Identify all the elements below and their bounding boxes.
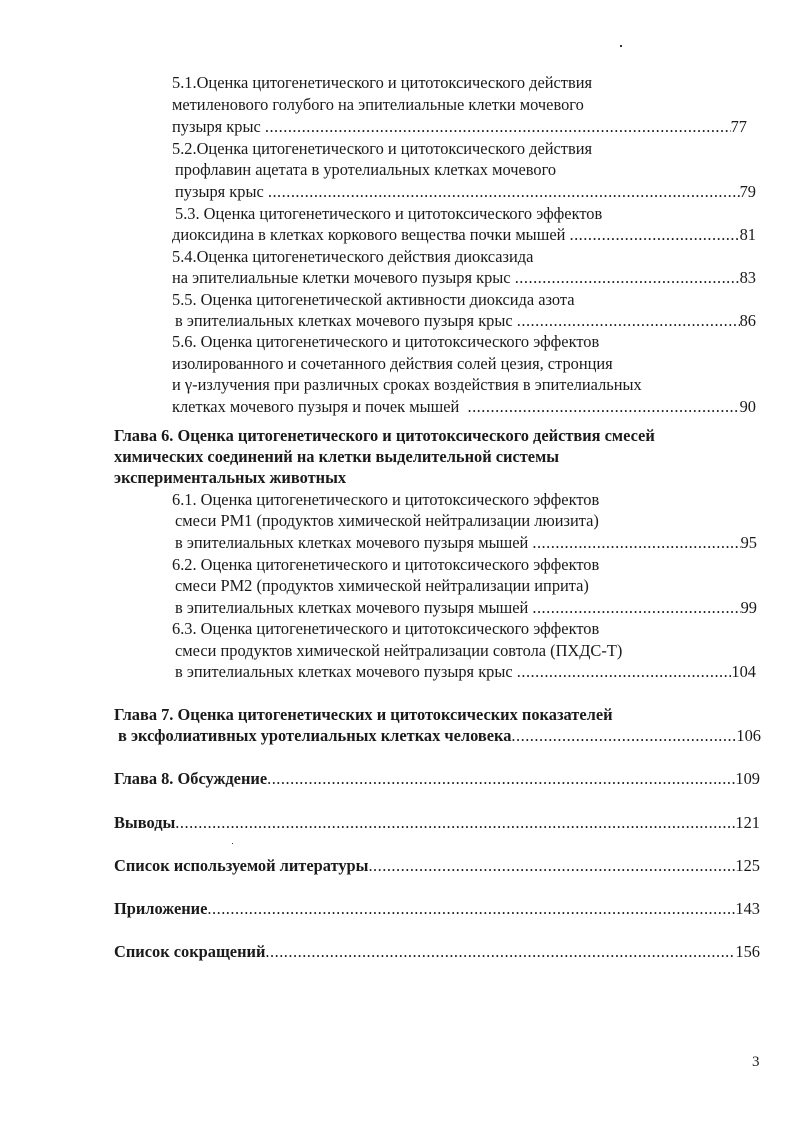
toc-chapter-7-entry [118,725,761,746]
leader-dots [517,661,732,682]
toc-6-1-line2: смеси РМ1 (продуктов химической нейтрализации люизита) [175,511,599,530]
toc-5-6-line2: изолированного и сочетанного действия солей цезия, стронция [172,354,613,373]
toc-5-3-line2: диоксидина в клетках коркового вещества почки мышей [172,225,570,244]
toc-abbreviations-entry [114,941,760,962]
leader-dots [569,224,739,245]
scan-speck [620,45,622,47]
toc-5-6-line3: и γ-излучения при различных сроках воздействия в эпителиальных [172,375,642,394]
toc-5-1-entry [172,116,747,137]
toc-abbreviations-page: 156 [735,942,760,961]
toc-6-2-line3: в эпителиальных клетках мочевого пузыря мышей [175,598,533,617]
leader-dots [207,898,735,919]
leader-dots [532,532,740,553]
toc-6-2-entry [175,597,757,618]
toc-6-1-page: 95 [740,533,757,552]
toc-5-3-page: 81 [739,225,756,244]
toc-conclusions-title: Выводы [114,813,176,832]
toc-5-2-line2: профлавин ацетата в уротелиальных клетках мочевого [175,160,557,179]
toc-5-4-page: 83 [739,268,756,287]
toc-chapter-6-line2: химических соединений на клетки выделительной системы [114,447,560,466]
toc-6-2-line1: 6.2. Оценка цитогенетического и цитотоксического эффектов [172,555,600,574]
toc-appendix-entry [114,898,760,919]
leader-dots [265,116,731,137]
leader-dots [268,181,740,202]
toc-5-5-page: 86 [739,311,756,330]
toc-5-2-line1: 5.2.Оценка цитогенетического и цитотоксического действия [172,139,592,158]
toc-5-3-line1: 5.3. Оценка цитогенетического и цитотоксического эффектов [175,204,603,223]
toc-chapter-8-page: 109 [735,769,760,788]
toc-5-2-line3: пузыря крыс [175,182,268,201]
leader-dots [511,725,736,746]
toc-references-page: 125 [735,856,760,875]
toc-conclusions-entry [114,812,760,833]
toc-6-1-entry [175,532,757,553]
toc-6-3-line2: смеси продуктов химической нейтрализации совтола (ПХДС-Т) [175,641,623,660]
toc-6-3-line1: 6.3. Оценка цитогенетического и цитотоксического эффектов [172,619,600,638]
toc-6-2-line2: смеси РМ2 (продуктов химической нейтрализации иприта) [175,576,589,595]
toc-5-1-line2: метиленового голубого на эпителиальные клетки мочевого [172,95,584,114]
toc-5-1-line3: пузыря крыс [172,117,265,136]
toc-6-3-line3: в эпителиальных клетках мочевого пузыря крыс [175,662,517,681]
leader-dots [265,941,735,962]
toc-abbreviations-title: Список сокращений [114,942,266,961]
toc-5-2-entry [175,181,756,202]
toc-chapter-8-title: Глава 8. Обсуждение [114,769,268,788]
toc-5-3-entry [172,224,756,245]
toc-5-5-line2: в эпителиальных клетках мочевого пузыря крыс [175,311,517,330]
toc-5-6-page: 90 [739,397,756,416]
toc-6-1-line3: в эпителиальных клетках мочевого пузыря мышей [175,533,533,552]
leader-dots [175,812,735,833]
toc-appendix-page: 143 [735,899,760,918]
toc-5-6-entry [172,396,756,417]
leader-dots [467,396,739,417]
toc-5-4-line1: 5.4.Оценка цитогенетического действия диоксазида [172,247,534,266]
toc-6-3-entry [175,661,756,682]
toc-5-4-line2: на эпителиальные клетки мочевого пузыря крыс [172,268,515,287]
toc-6-1-line1: 6.1. Оценка цитогенетического и цитотоксического эффектов [172,490,600,509]
toc-conclusions-page: 121 [735,813,760,832]
toc-chapter-7-line1: Глава 7. Оценка цитогенетических и цитотоксических показателей [114,705,613,724]
toc-5-5-entry [175,310,756,331]
toc-references-title: Список используемой литературы [114,856,369,875]
leader-dots [515,267,740,288]
toc-chapter-7-line2: в эксфолиативных уротелиальных клетках человека [118,726,512,745]
toc-5-1-page: 77 [730,117,747,136]
leader-dots [532,597,740,618]
toc-6-3-page: 104 [731,662,756,681]
toc-appendix-title: Приложение [114,899,208,918]
leader-dots [517,310,740,331]
toc-chapter-8-entry [114,768,760,789]
toc-references-entry [114,855,760,876]
toc-5-1-line1: 5.1.Оценка цитогенетического и цитотоксического действия [172,73,592,92]
toc-5-6-line1: 5.6. Оценка цитогенетического и цитотоксического эффектов [172,332,600,351]
page-number: 3 [752,1054,760,1070]
toc-chapter-7-page: 106 [736,726,761,745]
toc-chapter-6-line3: экспериментальных животных [114,468,347,487]
scan-speck [232,843,233,844]
toc-5-6-line4: клетках мочевого пузыря и почек мышей [172,397,468,416]
leader-dots [267,768,735,789]
toc-5-5-line1: 5.5. Оценка цитогенетической активности диоксида азота [172,290,575,309]
leader-dots [368,855,735,876]
toc-5-2-page: 79 [739,182,756,201]
toc-6-2-page: 99 [740,598,757,617]
toc-5-4-entry [172,267,756,288]
toc-chapter-6-line1: Глава 6. Оценка цитогенетического и цитотоксического действия смесей [114,426,655,445]
